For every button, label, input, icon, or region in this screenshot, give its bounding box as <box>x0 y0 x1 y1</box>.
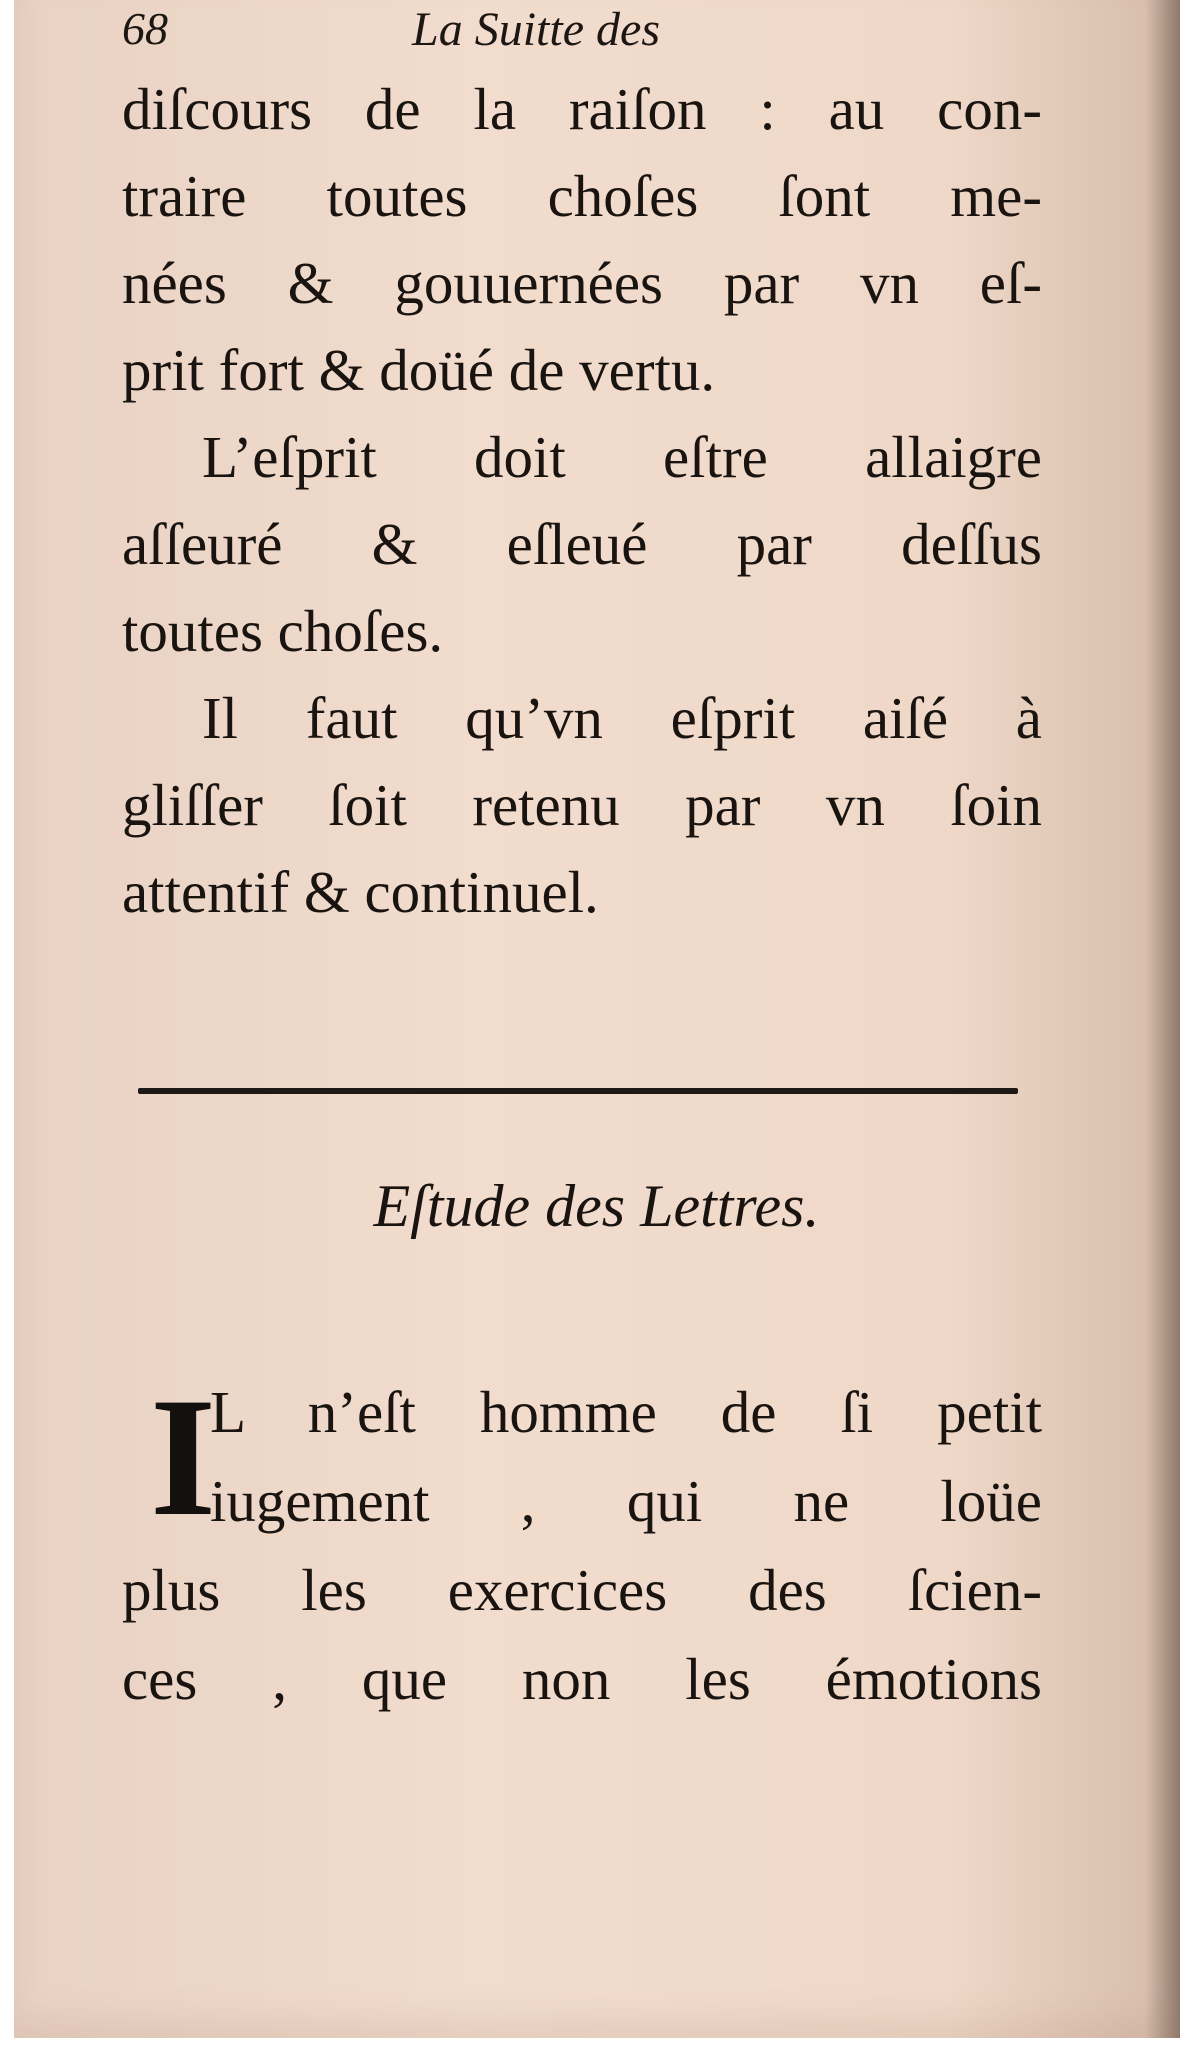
drop-cap: I <box>150 1363 217 1551</box>
text-line: prit fort & doüé de vertu. <box>122 337 716 403</box>
text-line: traire toutes choſes ſont me- <box>122 163 1042 229</box>
running-title: La Suitte des <box>412 3 660 56</box>
text-line: plus les exercices des ſcien- <box>122 1557 1042 1623</box>
section-divider-rule <box>138 1088 1018 1094</box>
text-line: ces , que non les émotions <box>122 1646 1042 1712</box>
text-line: L n’eſt homme de ſi petit <box>210 1379 1042 1445</box>
text-line: Il faut qu’vn eſprit aiſé à <box>202 685 1042 751</box>
page-header <box>122 2 1022 60</box>
section-body-text <box>122 1363 1042 1724</box>
page-number: 68 <box>122 3 168 54</box>
text-line: diſcours de la raiſon : au con- <box>122 76 1042 142</box>
text-line: iugement , qui ne loüe <box>210 1468 1042 1534</box>
body-text <box>122 66 1042 936</box>
section-title: Eſtude des Lettres. <box>373 1173 820 1239</box>
text-line: L’eſprit doit eſtre allaigre <box>202 424 1042 490</box>
text-line: attentif & continuel. <box>122 859 599 925</box>
text-line: aſſeuré & eſleué par deſſus <box>122 511 1042 577</box>
text-line: toutes choſes. <box>122 598 444 664</box>
text-line: gliſſer ſoit retenu par vn ſoin <box>122 772 1042 838</box>
text-line: nées & gouuernées par vn eſ- <box>122 250 1042 316</box>
